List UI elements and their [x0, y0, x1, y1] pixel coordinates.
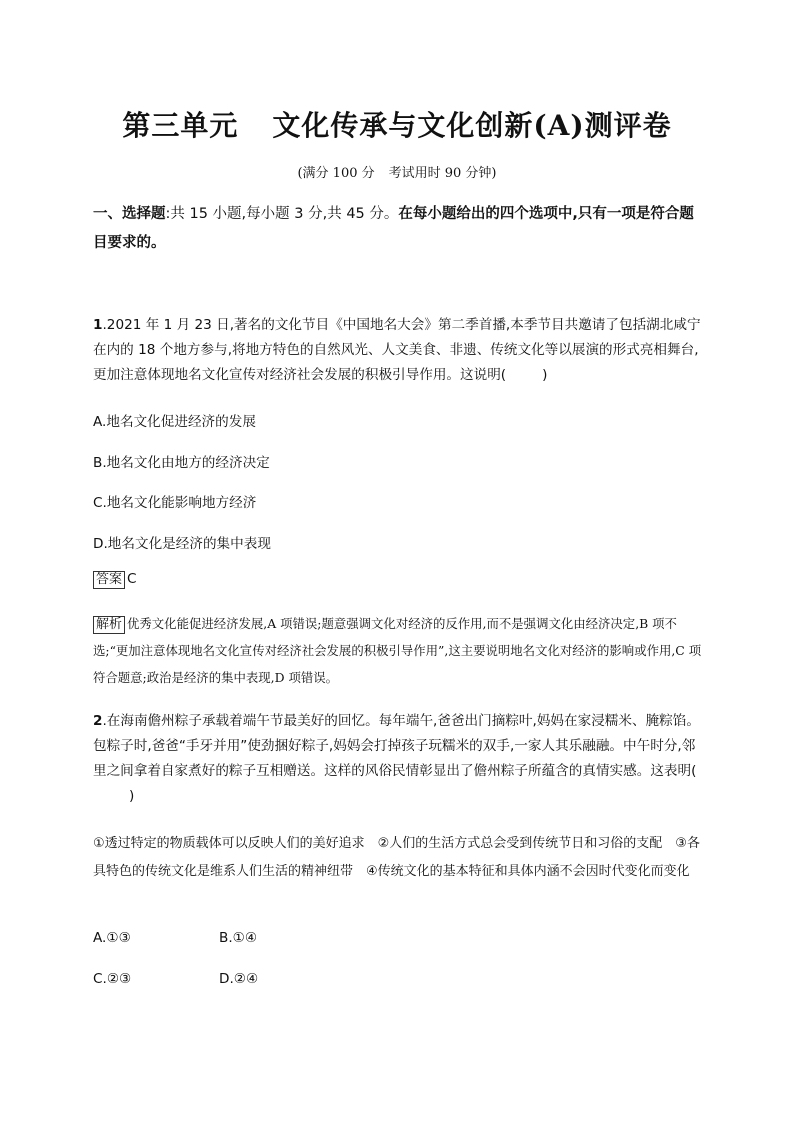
answer-tag: 答案: [93, 571, 125, 589]
question-1-stem: [93, 313, 705, 388]
q1-option-c: C.地名文化能影响地方经济: [93, 495, 257, 511]
question-2-stem: [93, 709, 705, 809]
unit-topic: 文化传承与文化创新(A)测评卷: [272, 109, 672, 142]
analysis-tag: 解析: [93, 616, 125, 634]
question-text: .在海南儋州粽子承载着端午节最美好的回忆。每年端午,爸爸出门摘粽叶,妈妈在家浸糯米、腌粽馅。包粽子时,爸爸“手牙并用”使劲捆好粽子,妈妈会打掉孩子玩糯米的双手,一家人其乐融融。中午时分,邻里之间拿着自家煮好的粽子互相赠送。这样的风俗民情彰显出了儋州粽子所蕴含的真情实感。这表明(: [93, 713, 700, 779]
q1-option-a: A.地名文化促进经济的发展: [93, 414, 256, 430]
answer-value: C: [127, 571, 137, 587]
question-number: 2: [93, 713, 103, 729]
q1-analysis: [93, 610, 705, 691]
q2-option-b: B.①④: [219, 930, 258, 946]
exam-info: [0, 162, 794, 181]
question-paren-close: ): [542, 367, 548, 383]
section-label: 一、选择题: [93, 206, 166, 222]
q1-answer: [93, 571, 137, 589]
page-title: [0, 104, 794, 144]
question-text: .2021 年 1 月 23 日,著名的文化节目《中国地名大会》第二季首播,本季节目共邀请了包括湖北咸宁在内的 18 个地方参与,将地方特色的自然风光、人文美食、非遗、传统文化等以展演的形式亮相舞台,更加注意体现地名文化宣传对经济社会发展的积极引导作用。这说明(: [93, 317, 701, 383]
section-rule: :共 15 小题,每小题 3 分,共 45 分。: [165, 206, 399, 222]
unit-label: 第三单元: [122, 109, 239, 142]
q1-option-b: B.地名文化由地方的经济决定: [93, 455, 270, 471]
q1-option-d: D.地名文化是经济的集中表现: [93, 536, 271, 552]
question-paren-close: ): [129, 788, 135, 804]
analysis-text: 优秀文化能促进经济发展,A 项错误;题意强调文化对经济的反作用,而不是强调文化由经济决定,B 项不选;“更加注意体现地名文化宣传对经济社会发展的积极引导作用”,这主要说明地名文化对经济的影响或作用,C 项符合题意;政治是经济的集中表现,D 项错误。: [93, 616, 702, 685]
question-number: 1: [93, 317, 103, 333]
q2-option-d: D.②④: [219, 971, 259, 987]
section-heading: [93, 200, 705, 258]
exam-duration: 考试用时 90 分钟): [388, 166, 497, 181]
q2-option-c: C.②③: [93, 971, 132, 987]
q2-statements: ①透过特定的物质载体可以反映人们的美好追求 ②人们的生活方式总会受到传统节日和习俗的支配 ③各具特色的传统文化是维系人们生活的精神纽带 ④传统文化的基本特征和具体内涵不会因时代变化而变化: [93, 836, 700, 879]
q2-option-a: A.①③: [93, 930, 131, 946]
full-score: (满分 100 分: [297, 166, 375, 181]
section-instruction: 在每小题给出的四个选项中,只有一项是符合题目要求的。: [93, 206, 694, 251]
